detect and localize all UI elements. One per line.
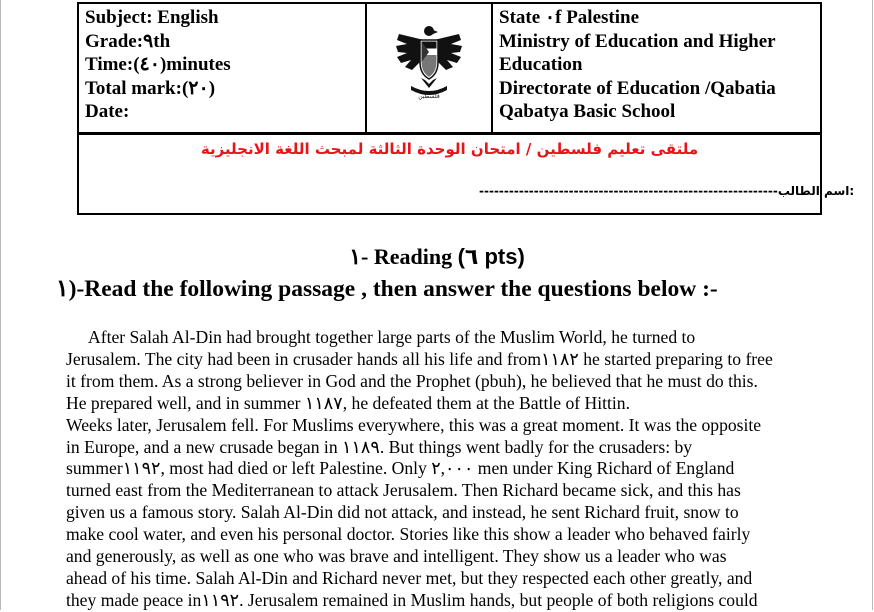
- section-heading: [0, 244, 874, 270]
- passage-line: it from them. As a strong believer in God and the Prophet (pbuh), he believed that he must do this.: [66, 370, 758, 391]
- ministry-line-1: Ministry of Education and Higher: [499, 30, 776, 52]
- passage-line: and generously, as well as one who was brave and intelligent. They show us a leader who was: [66, 546, 727, 567]
- state-line: State ٠f Palestine: [499, 7, 640, 28]
- grade-line: Grade:٩th: [85, 30, 171, 52]
- passage-line: make cool water, and even his personal doctor. Stories like this show a leader who behaved fairly: [66, 524, 751, 545]
- exam-header: [77, 2, 855, 215]
- passage-line: He prepared well, and in summer ١١٨٧, he defeated them at the Battle of Hittin.: [66, 392, 630, 413]
- passage-line: they made peace in١١٩٢. Jerusalem remained in Muslim hands, but people of both religions could: [66, 589, 758, 610]
- palestine-eagle-emblem-icon: [393, 22, 465, 102]
- student-name-row: [479, 184, 854, 198]
- time-line: Time:(٤٠)minutes: [85, 54, 231, 75]
- exam-title-arabic: ملتقى تعليم فلسطين / امتحان الوحدة الثالثة لمبحث اللغة الانجليزية: [200, 140, 699, 158]
- ministry-line-2: Education: [499, 54, 583, 75]
- passage-line: in Europe, and a new crusade began in ١١٨٩. But things went badly for the crusaders: by: [66, 436, 693, 457]
- right-page-edge: [872, 0, 873, 610]
- question-instruction: ١)-Read the following passage , then answer the questions below :-: [56, 276, 718, 302]
- emblem-caption: فلسطين: [418, 93, 440, 100]
- passage-line: summer١١٩٢, most had died or left Palestine. Only ٢,٠٠٠ men under King Richard of England: [66, 458, 735, 479]
- left-page-edge: [0, 0, 1, 610]
- passage-line: turned east from the Mediterranean to attack Jerusalem. Then Richard became sick, and this has: [66, 480, 741, 501]
- student-name-label: اسم الطالب:: [777, 184, 855, 198]
- school-line: Qabatya Basic School: [499, 101, 676, 122]
- passage-line: ahead of his time. Salah Al-Din and Richard never met, but they respected each other greatly, and: [66, 567, 753, 588]
- header-info-row: [79, 4, 820, 135]
- student-name-line: ------------------------------------------------------------: [479, 184, 778, 198]
- section-points: (٦ pts): [457, 244, 525, 269]
- passage-line: After Salah Al-Din had brought together large parts of the Muslim World, he turned to: [88, 327, 696, 347]
- institution-details: [493, 4, 820, 132]
- passage-line: Jerusalem. The city had been in crusader hands all his life and from١١٨٢ he started preparing to free: [66, 348, 773, 369]
- passage-line: given us a famous story. Salah Al-Din did not attack, and instead, he sent Richard fruit, snow to: [66, 502, 739, 523]
- subject-line: Subject: English: [85, 7, 219, 28]
- date-line: Date:: [85, 101, 130, 122]
- exam-details: [79, 4, 367, 132]
- total-mark-line: Total mark:(٢٠): [85, 77, 216, 99]
- emblem-cell: [367, 4, 493, 132]
- section-title: Reading: [373, 244, 453, 269]
- directorate-line: Directorate of Education /Qabatia: [499, 77, 776, 99]
- section-number: ١-: [349, 244, 369, 269]
- passage-line: Weeks later, Jerusalem fell. For Muslims everywhere, this was a great moment. It was the opposite: [66, 414, 762, 435]
- reading-passage: [66, 327, 856, 612]
